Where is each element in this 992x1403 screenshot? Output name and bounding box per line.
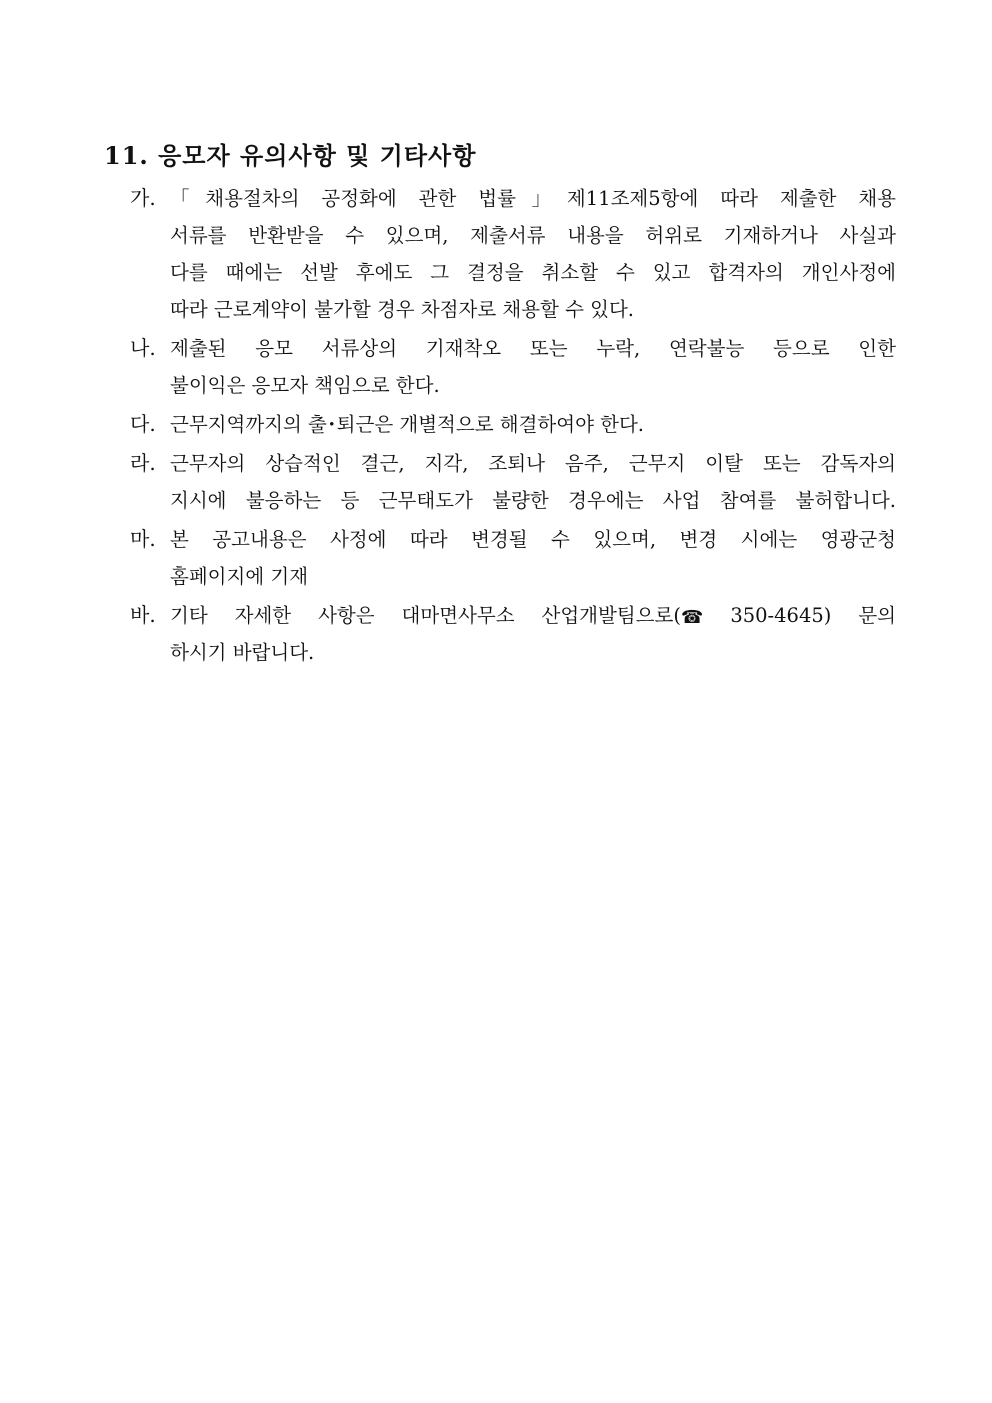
item-line: 「채용절차의 공정화에 관한 법률」제11조제5항에 따라 제출한 채용 (170, 187, 896, 210)
item-line (170, 597, 896, 634)
item-marker: 라. (130, 451, 156, 475)
item-text (170, 406, 896, 443)
notice-list (130, 180, 896, 673)
item-marker: 마. (130, 527, 156, 551)
list-item (130, 597, 896, 671)
item-line: 불이익은 응모자 책임으로 한다. (170, 374, 440, 397)
item-line: 따라 근로계약이 불가할 경우 차점자로 채용할 수 있다. (170, 298, 635, 321)
list-item (130, 445, 896, 519)
item-line-part: 350-4645) 문의 (703, 604, 896, 627)
item-line: 하시기 바랍니다. (170, 641, 315, 664)
item-line: 근무지역까지의 출･퇴근은 개별적으로 해결하여야 한다. (170, 413, 644, 436)
item-text (170, 445, 896, 519)
item-text (170, 597, 896, 671)
list-item (130, 406, 896, 443)
item-line: 서류를 반환받을 수 있으며, 제출서류 내용을 허위로 기재하거나 사실과 (170, 224, 896, 247)
item-marker: 바. (130, 603, 156, 627)
item-line: 다를 때에는 선발 후에도 그 결정을 취소할 수 있고 합격자의 개인사정에 (170, 261, 896, 284)
item-line: 본 공고내용은 사정에 따라 변경될 수 있으며, 변경 시에는 영광군청 (170, 528, 896, 551)
item-line: 홈페이지에 기재 (170, 565, 309, 588)
item-line: 지시에 불응하는 등 근무태도가 불량한 경우에는 사업 참여를 불허합니다. (170, 489, 896, 512)
item-marker: 나. (130, 336, 156, 360)
item-marker: 다. (130, 412, 156, 436)
item-text (170, 521, 896, 595)
item-line: 근무자의 상습적인 결근, 지각, 조퇴나 음주, 근무지 이탈 또는 감독자의 (170, 452, 896, 475)
item-text (170, 330, 896, 404)
item-text (170, 180, 896, 328)
list-item (130, 521, 896, 595)
list-item (130, 330, 896, 404)
item-line: 제출된 응모 서류상의 기재착오 또는 누락, 연락불능 등으로 인한 (170, 337, 896, 360)
item-marker: 가. (130, 186, 156, 210)
phone-icon: ☎ (680, 607, 704, 628)
section-title: 11. 응모자 유의사항 및 기타사항 (104, 141, 477, 170)
item-line-part: 기타 자세한 사항은 대마면사무소 산업개발팀으로( (170, 604, 681, 627)
list-item (130, 180, 896, 328)
